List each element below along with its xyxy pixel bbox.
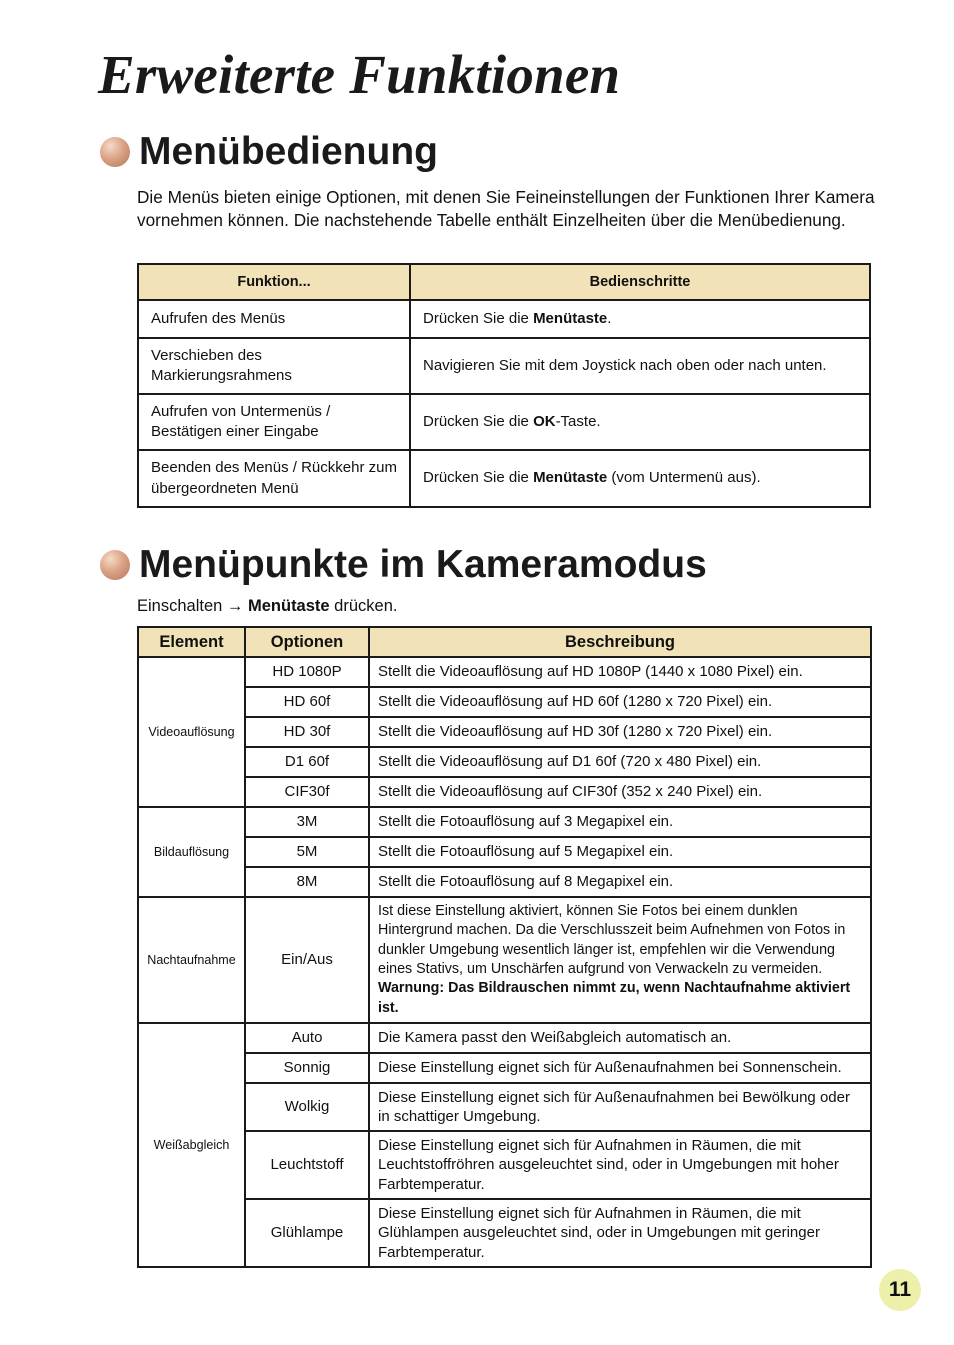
section-title: Menüpunkte im Kameramodus <box>139 543 707 586</box>
option-cell: Auto <box>245 1023 369 1053</box>
option-cell: CIF30f <box>245 777 369 807</box>
description-cell: Stellt die Fotoauflösung auf 8 Megapixel ein. <box>369 867 871 897</box>
step-cell <box>410 338 870 394</box>
table-row <box>138 394 870 450</box>
description-cell: Stellt die Videoauflösung auf HD 1080P (1440 x 1080 Pixel) ein. <box>369 657 871 687</box>
circle-bullet-icon <box>100 550 130 580</box>
table-row <box>138 837 871 867</box>
step-text: Navigieren Sie mit dem Joystick nach oben oder nach unten. <box>423 356 827 374</box>
section-title: Menübedienung <box>139 130 438 173</box>
table-row <box>138 687 871 717</box>
option-cell: HD 60f <box>245 687 369 717</box>
table-row <box>138 747 871 777</box>
element-cell: Weißabgleich <box>141 1023 243 1267</box>
key-label: OK <box>533 412 556 430</box>
table-row <box>138 777 871 807</box>
table-row <box>138 807 871 837</box>
description-cell: Diese Einstellung eignet sich für Außenaufnahmen bei Sonnenschein. <box>369 1053 871 1083</box>
table-row <box>138 300 870 338</box>
description-cell: Diese Einstellung eignet sich für Außenaufnahmen bei Bewölkung oder in schattiger Umgebung. <box>369 1083 871 1131</box>
description-text: Ist diese Einstellung aktiviert, können Sie Fotos bei einem dunklen Hintergrund machen. Da die Verschlusszeit beim Aufnehmen von Fotos in dunkler Umgebung wesentlich länger ist, empfehlen wir die Verwendung eines Stativs, um Unschärfen aufgrund von Verwackeln zu vermeiden. <box>378 902 846 977</box>
step-text: . <box>607 309 612 327</box>
description-cell: Stellt die Videoauflösung auf HD 60f (1280 x 720 Pixel) ein. <box>369 687 871 717</box>
description-cell: Stellt die Fotoauflösung auf 3 Megapixel ein. <box>369 807 871 837</box>
menu-instruction <box>137 595 397 617</box>
key-label: Menütaste <box>533 309 608 327</box>
table-row <box>138 867 871 897</box>
option-cell: Glühlampe <box>245 1199 369 1267</box>
step-cell <box>410 300 870 338</box>
section-heading-menuebedienung <box>100 127 438 177</box>
table-row <box>138 1199 871 1267</box>
key-label: Menütaste <box>533 469 608 487</box>
description-cell <box>369 897 871 1023</box>
table-row <box>138 897 871 1023</box>
step-cell <box>410 450 870 507</box>
option-cell: Wolkig <box>245 1083 369 1131</box>
column-header: Bedienschritte <box>410 264 870 300</box>
option-cell: Leuchtstoff <box>245 1131 369 1199</box>
option-cell: HD 30f <box>245 717 369 747</box>
circle-bullet-icon <box>100 137 130 167</box>
camera-menu-table <box>137 626 872 1268</box>
table-row <box>138 1131 871 1199</box>
function-cell: Beenden des Menüs / Rückkehr zum übergeordneten Menü <box>138 450 410 507</box>
description-cell: Die Kamera passt den Weißabgleich automatisch an. <box>369 1023 871 1053</box>
function-cell: Aufrufen des Menüs <box>138 300 410 338</box>
step-text: Drücken Sie die <box>423 412 534 430</box>
instruction-text: drücken. <box>329 597 398 615</box>
function-cell: Verschieben des Markierungsrahmens <box>138 338 410 394</box>
description-cell: Diese Einstellung eignet sich für Aufnahmen in Räumen, die mit Leuchtstoffröhren ausgeleuchtet sind, oder in Umgebungen mit hoher Farbtemperatur. <box>369 1131 871 1199</box>
description-cell: Diese Einstellung eignet sich für Aufnahmen in Räumen, die mit Glühlampen ausgeleuchtet sind, oder in Umgebungen mit geringer Farbtemperatur. <box>369 1199 871 1267</box>
option-cell: 5M <box>245 837 369 867</box>
option-cell: Sonnig <box>245 1053 369 1083</box>
table-header-row <box>138 627 871 657</box>
table-row <box>138 1053 871 1083</box>
column-header: Funktion... <box>138 264 410 300</box>
page-number-badge: 11 <box>879 1269 921 1311</box>
description-cell: Stellt die Videoauflösung auf CIF30f (352 x 240 Pixel) ein. <box>369 777 871 807</box>
description-cell: Stellt die Videoauflösung auf HD 30f (1280 x 720 Pixel) ein. <box>369 717 871 747</box>
warning-text: Warnung: Das Bildrauschen nimmt zu, wenn Nachtaufnahme aktiviert ist. <box>378 980 851 1016</box>
element-cell: Nachtaufnahme <box>141 897 243 1023</box>
element-cell: Videoauflösung <box>141 657 243 807</box>
table-row <box>138 1083 871 1131</box>
key-label: Menütaste <box>247 597 330 615</box>
option-cell: 8M <box>245 867 369 897</box>
table-row <box>138 450 870 507</box>
column-header: Element <box>138 627 245 657</box>
column-header: Optionen <box>245 627 369 657</box>
description-cell: Stellt die Videoauflösung auf D1 60f (720 x 480 Pixel) ein. <box>369 747 871 777</box>
option-cell: HD 1080P <box>245 657 369 687</box>
step-text: -Taste. <box>555 412 601 430</box>
table-header-row <box>138 264 870 300</box>
element-cell: Bildauflösung <box>141 807 243 897</box>
table-row <box>138 338 870 394</box>
description-cell: Stellt die Fotoauflösung auf 5 Megapixel ein. <box>369 837 871 867</box>
option-cell: D1 60f <box>245 747 369 777</box>
menu-operation-table <box>137 263 871 508</box>
page-title: Erweiterte Funktionen <box>98 44 621 105</box>
step-text: Drücken Sie die <box>423 469 534 487</box>
column-header: Beschreibung <box>369 627 871 657</box>
table-row <box>138 1023 871 1053</box>
step-text: Drücken Sie die <box>423 309 534 327</box>
intro-paragraph: Die Menüs bieten einige Optionen, mit denen Sie Feineinstellungen der Funktionen Ihrer Kamera vornehmen können. Die nachstehende Tabelle enthält Einzelheiten über die Menübedienung. <box>137 187 875 230</box>
table-row <box>138 717 871 747</box>
option-cell: Ein/Aus <box>245 897 369 1023</box>
table-row <box>138 657 871 687</box>
section-heading-kameramodus <box>100 540 707 590</box>
option-cell: 3M <box>245 807 369 837</box>
step-cell <box>410 394 870 450</box>
step-text: (vom Untermenü aus). <box>607 469 761 487</box>
function-cell: Aufrufen von Untermenüs / Bestätigen einer Eingabe <box>138 394 410 450</box>
instruction-text: Einschalten → <box>137 597 248 615</box>
